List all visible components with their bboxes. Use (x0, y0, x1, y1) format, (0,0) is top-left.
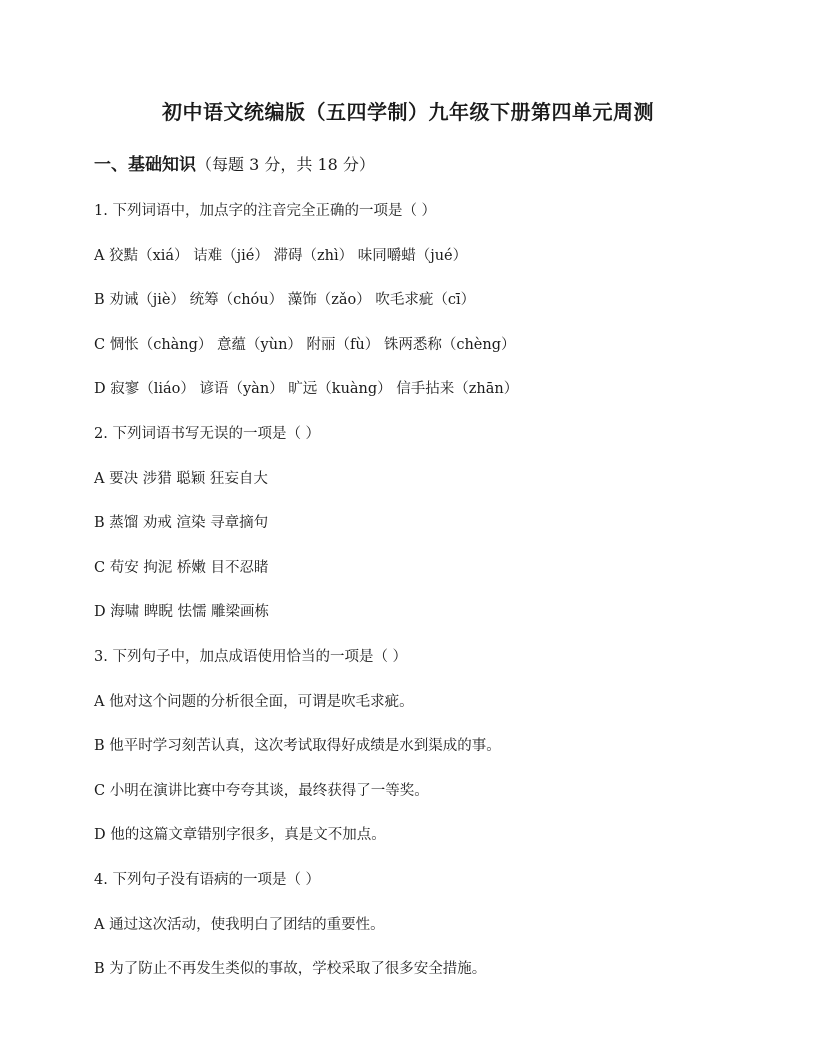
question-line: 3. 下列句子中，加点成语使用恰当的一项是（ ） (94, 648, 408, 665)
option-line: D 海啸 睥睨 怯懦 雕梁画栋 (94, 604, 270, 621)
question-line: 1. 下列词语中，加点字的注音完全正确的一项是（ ） (94, 203, 437, 219)
question-list (94, 200, 754, 1003)
question-line: 4. 下列句子没有语病的一项是（ ） (94, 871, 321, 888)
section-heading (94, 150, 375, 175)
option-line: B 蒸馏 劝戒 渲染 寻章摘句 (94, 515, 269, 532)
option-line: D 他的这篇文章错别字很多，真是文不加点。 (94, 827, 386, 844)
option-line: B 为了防止不再发生类似的事故，学校采取了很多安全措施。 (94, 961, 487, 978)
option-line: A 他对这个问题的分析很全面，可谓是吹毛求疵。 (94, 693, 414, 710)
section-score: （每题 3 分，共 18 分） (196, 155, 375, 174)
option-line: C 惆怅（chàng） 意蕴（yùn） 附丽（fù） 铢两悉称（chèng） (94, 336, 516, 353)
section-title: 一、基础知识 (94, 155, 196, 175)
option-line: C 苟安 拘泥 桥嫩 目不忍睹 (94, 559, 269, 576)
page-title: 初中语文统编版（五四学制）九年级下册第四单元周测 (162, 100, 654, 124)
option-line: A 要决 涉猎 聪颖 狂妄自大 (94, 470, 268, 487)
option-line: D 寂寥（liáo） 谚语（yàn） 旷远（kuàng） 信手拈来（zhān） (94, 381, 519, 398)
option-line: B 劝诫（jiè） 统筹（chóu） 藻饰（zǎo） 吹毛求疵（cī） (94, 292, 476, 309)
option-line: B 他平时学习刻苦认真，这次考试取得好成绩是水到渠成的事。 (94, 738, 501, 755)
option-line: C 小明在演讲比赛中夸夸其谈，最终获得了一等奖。 (94, 782, 429, 799)
option-line: A 通过这次活动，使我明白了团结的重要性。 (94, 916, 385, 933)
question-line: 2. 下列词语书写无误的一项是（ ） (94, 425, 321, 442)
option-line: A 狡黠（xiá） 诘难（jié） 滞碍（zhì） 味同嚼蜡（jué） (94, 247, 468, 264)
